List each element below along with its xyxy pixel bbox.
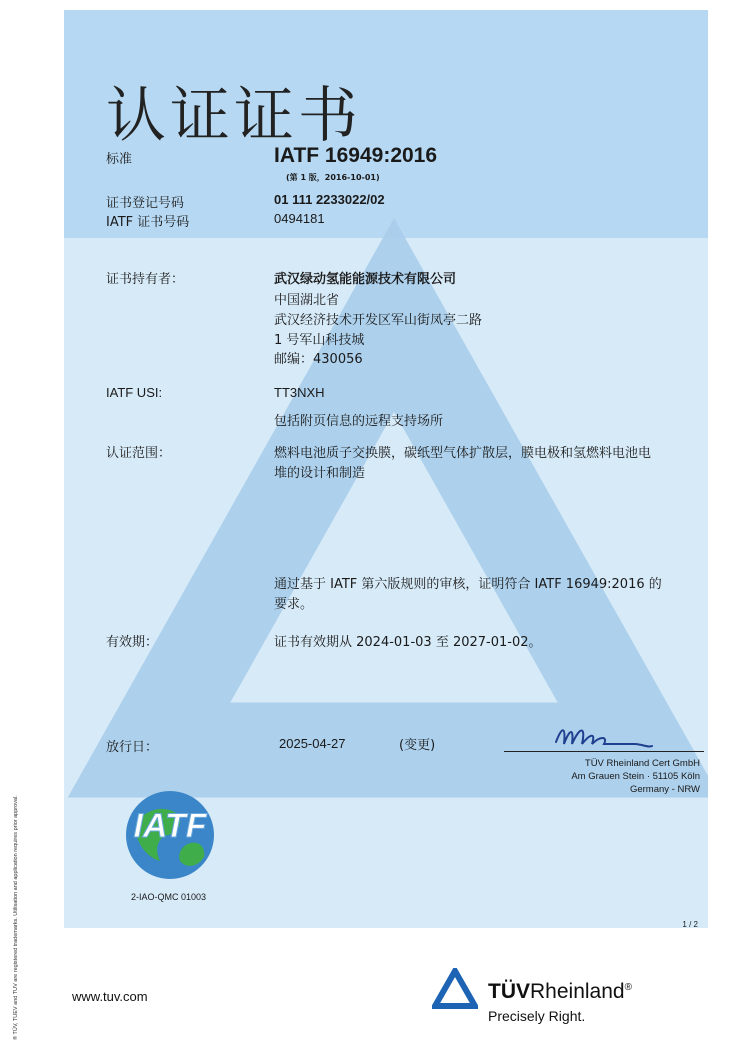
holder-name: 武汉绿动氢能能源技术有限公司: [274, 272, 457, 287]
issuer-line: TÜV Rheinland Cert GmbH: [584, 758, 700, 769]
registration-number-label: 证书登记号码: [106, 196, 185, 211]
issue-date-value: 2025-04-27: [279, 736, 346, 751]
usi-note: 包括附页信息的远程支持场所: [274, 414, 444, 429]
holder-label: 证书持有者：: [106, 272, 185, 287]
issuer-line: Germany - NRW: [629, 784, 700, 795]
standard-edition: (第 1 版，2016-10-01): [286, 173, 380, 182]
tuv-triangle-icon: [432, 968, 478, 1010]
holder-address-line: 武汉经济技术开发区军山街凤亭二路: [274, 313, 483, 328]
standard-label: 标准: [106, 152, 133, 167]
scope-line: 堆的设计和制造: [274, 466, 366, 481]
validity-label: 有效期：: [106, 635, 159, 650]
certificate-sheet: [64, 10, 708, 928]
iatf-number-label: IATF 证书号码: [106, 215, 190, 230]
iatf-logo: [106, 775, 236, 885]
statement-line: 通过基于 IATF 第六版规则的审核，证明符合 IATF 16949:2016 的: [274, 577, 662, 592]
usi-label: IATF USI:: [106, 385, 163, 400]
scope-label: 认证范围：: [106, 446, 172, 461]
issuer-block: [571, 757, 700, 796]
trademark-note: ® TÜV, TUEV and TUV are registered trademarks. Utilisation and application requires prior approval.: [13, 795, 19, 1040]
iatf-logo-text: IATF: [133, 807, 207, 845]
page-number: 1 / 2: [682, 920, 698, 928]
holder-address-line: 邮编：430056: [274, 352, 363, 367]
signature: [552, 722, 672, 754]
brand-mark: ®: [624, 982, 632, 993]
brand-suffix: Rheinland: [530, 980, 625, 1003]
iatf-number-value: 0494181: [274, 211, 325, 226]
holder-address-line: 中国湖北省: [274, 293, 340, 308]
issue-date-label: 放行日：: [106, 740, 159, 755]
logo-code: 2-IAO-QMC 01003: [131, 892, 207, 902]
issue-date-note: (变更): [399, 738, 436, 753]
tuv-brand: [488, 980, 632, 1004]
registration-number-value: 01 111 2233022/02: [274, 192, 385, 207]
holder-address-line: 1 号军山科技城: [274, 333, 365, 348]
standard-value: IATF 16949:2016: [274, 144, 438, 167]
issuer-line: Am Grauen Stein · 51105 Köln: [571, 771, 700, 782]
validity-value: 证书有效期从 2024-01-03 至 2027-01-02。: [274, 635, 542, 650]
statement-line: 要求。: [274, 597, 314, 612]
footer-url[interactable]: www.tuv.com: [72, 989, 148, 1004]
signature-line: [504, 751, 704, 752]
certificate-title: 认证证书: [106, 81, 362, 151]
brand-prefix: TÜV: [488, 980, 530, 1003]
scope-line: 燃料电池质子交换膜，碳纸型气体扩散层，膜电极和氢燃料电池电: [274, 446, 652, 461]
usi-value: TT3NXH: [274, 385, 325, 400]
tagline: Precisely Right.: [488, 1008, 586, 1024]
